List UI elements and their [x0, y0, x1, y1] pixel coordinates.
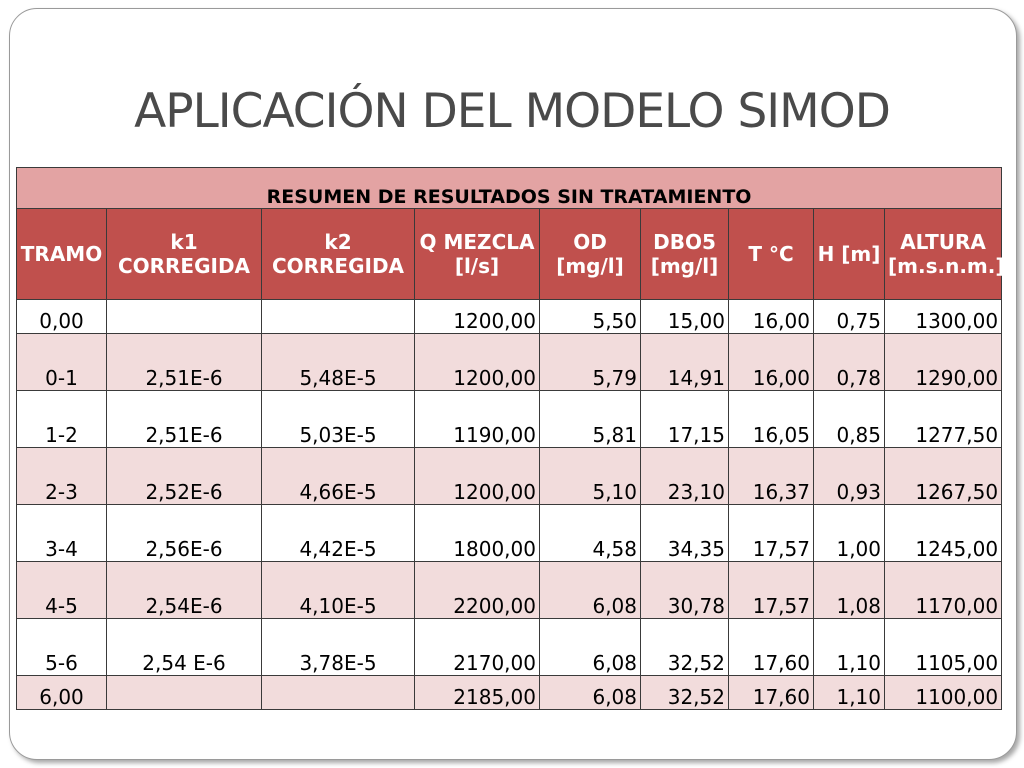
- header-k2: k2 CORREGIDA: [262, 209, 415, 300]
- cell-od: 4,58: [540, 505, 641, 562]
- cell-od: 5,10: [540, 448, 641, 505]
- cell-dbo5: 32,52: [641, 676, 729, 710]
- header-temp: T °C: [729, 209, 814, 300]
- cell-k1: [107, 300, 262, 334]
- header-k1: k1 CORREGIDA: [107, 209, 262, 300]
- cell-altura: 1290,00: [885, 334, 1002, 391]
- table-row: [17, 619, 1002, 676]
- cell-k1: 2,54E-6: [107, 562, 262, 619]
- table-row: [17, 334, 1002, 391]
- cell-temp: 16,37: [729, 448, 814, 505]
- cell-dbo5: 15,00: [641, 300, 729, 334]
- cell-od: 6,08: [540, 562, 641, 619]
- cell-k2: [262, 676, 415, 710]
- cell-k2: [262, 300, 415, 334]
- cell-dbo5: 34,35: [641, 505, 729, 562]
- cell-temp: 16,00: [729, 300, 814, 334]
- header-tramo: TRAMO: [17, 209, 107, 300]
- cell-altura: 1267,50: [885, 448, 1002, 505]
- cell-tramo: 5-6: [17, 619, 107, 676]
- cell-tramo: 4-5: [17, 562, 107, 619]
- header-row: [17, 209, 1002, 300]
- table-row: [17, 448, 1002, 505]
- cell-q: 2200,00: [415, 562, 540, 619]
- table-row: [17, 562, 1002, 619]
- cell-altura: 1105,00: [885, 619, 1002, 676]
- cell-k1: 2,52E-6: [107, 448, 262, 505]
- cell-k2: 4,66E-5: [262, 448, 415, 505]
- cell-h: 1,10: [814, 619, 885, 676]
- cell-altura: 1300,00: [885, 300, 1002, 334]
- cell-temp: 17,57: [729, 505, 814, 562]
- table-row: [17, 676, 1002, 710]
- cell-tramo: 1-2: [17, 391, 107, 448]
- cell-dbo5: 17,15: [641, 391, 729, 448]
- cell-dbo5: 30,78: [641, 562, 729, 619]
- cell-altura: 1277,50: [885, 391, 1002, 448]
- header-q-mezcla: Q MEZCLA [l/s]: [415, 209, 540, 300]
- header-altura: ALTURA [m.s.n.m.]: [885, 209, 1002, 300]
- cell-od: 5,81: [540, 391, 641, 448]
- cell-tramo: 0,00: [17, 300, 107, 334]
- header-dbo5: DBO5 [mg/l]: [641, 209, 729, 300]
- cell-q: 2170,00: [415, 619, 540, 676]
- cell-h: 0,85: [814, 391, 885, 448]
- cell-dbo5: 32,52: [641, 619, 729, 676]
- cell-tramo: 6,00: [17, 676, 107, 710]
- table-banner: RESUMEN DE RESULTADOS SIN TRATAMIENTO: [17, 168, 1002, 209]
- cell-od: 5,50: [540, 300, 641, 334]
- cell-k1: 2,54 E-6: [107, 619, 262, 676]
- cell-k2: 4,10E-5: [262, 562, 415, 619]
- cell-h: 0,75: [814, 300, 885, 334]
- cell-h: 1,08: [814, 562, 885, 619]
- cell-q: 1200,00: [415, 334, 540, 391]
- cell-h: 1,10: [814, 676, 885, 710]
- slide-title: APLICACIÓN DEL MODELO SIMOD: [134, 84, 890, 139]
- cell-tramo: 0-1: [17, 334, 107, 391]
- cell-q: 1190,00: [415, 391, 540, 448]
- cell-altura: 1245,00: [885, 505, 1002, 562]
- cell-altura: 1170,00: [885, 562, 1002, 619]
- cell-k1: 2,56E-6: [107, 505, 262, 562]
- cell-k1: [107, 676, 262, 710]
- cell-od: 5,79: [540, 334, 641, 391]
- table-row: [17, 505, 1002, 562]
- cell-temp: 17,60: [729, 619, 814, 676]
- cell-k2: 5,03E-5: [262, 391, 415, 448]
- cell-q: 1200,00: [415, 300, 540, 334]
- cell-temp: 16,00: [729, 334, 814, 391]
- cell-k1: 2,51E-6: [107, 334, 262, 391]
- cell-q: 1800,00: [415, 505, 540, 562]
- cell-h: 0,78: [814, 334, 885, 391]
- cell-q: 1200,00: [415, 448, 540, 505]
- cell-od: 6,08: [540, 619, 641, 676]
- header-h: H [m]: [814, 209, 885, 300]
- results-table: [16, 167, 1005, 710]
- cell-k1: 2,51E-6: [107, 391, 262, 448]
- cell-k2: 3,78E-5: [262, 619, 415, 676]
- cell-temp: 17,60: [729, 676, 814, 710]
- cell-h: 0,93: [814, 448, 885, 505]
- cell-k2: 5,48E-5: [262, 334, 415, 391]
- cell-k2: 4,42E-5: [262, 505, 415, 562]
- cell-temp: 17,57: [729, 562, 814, 619]
- cell-temp: 16,05: [729, 391, 814, 448]
- cell-tramo: 3-4: [17, 505, 107, 562]
- cell-h: 1,00: [814, 505, 885, 562]
- cell-q: 2185,00: [415, 676, 540, 710]
- header-od: OD [mg/l]: [540, 209, 641, 300]
- table-row: [17, 300, 1002, 334]
- cell-tramo: 2-3: [17, 448, 107, 505]
- cell-od: 6,08: [540, 676, 641, 710]
- cell-dbo5: 23,10: [641, 448, 729, 505]
- cell-altura: 1100,00: [885, 676, 1002, 710]
- table-row: [17, 391, 1002, 448]
- cell-dbo5: 14,91: [641, 334, 729, 391]
